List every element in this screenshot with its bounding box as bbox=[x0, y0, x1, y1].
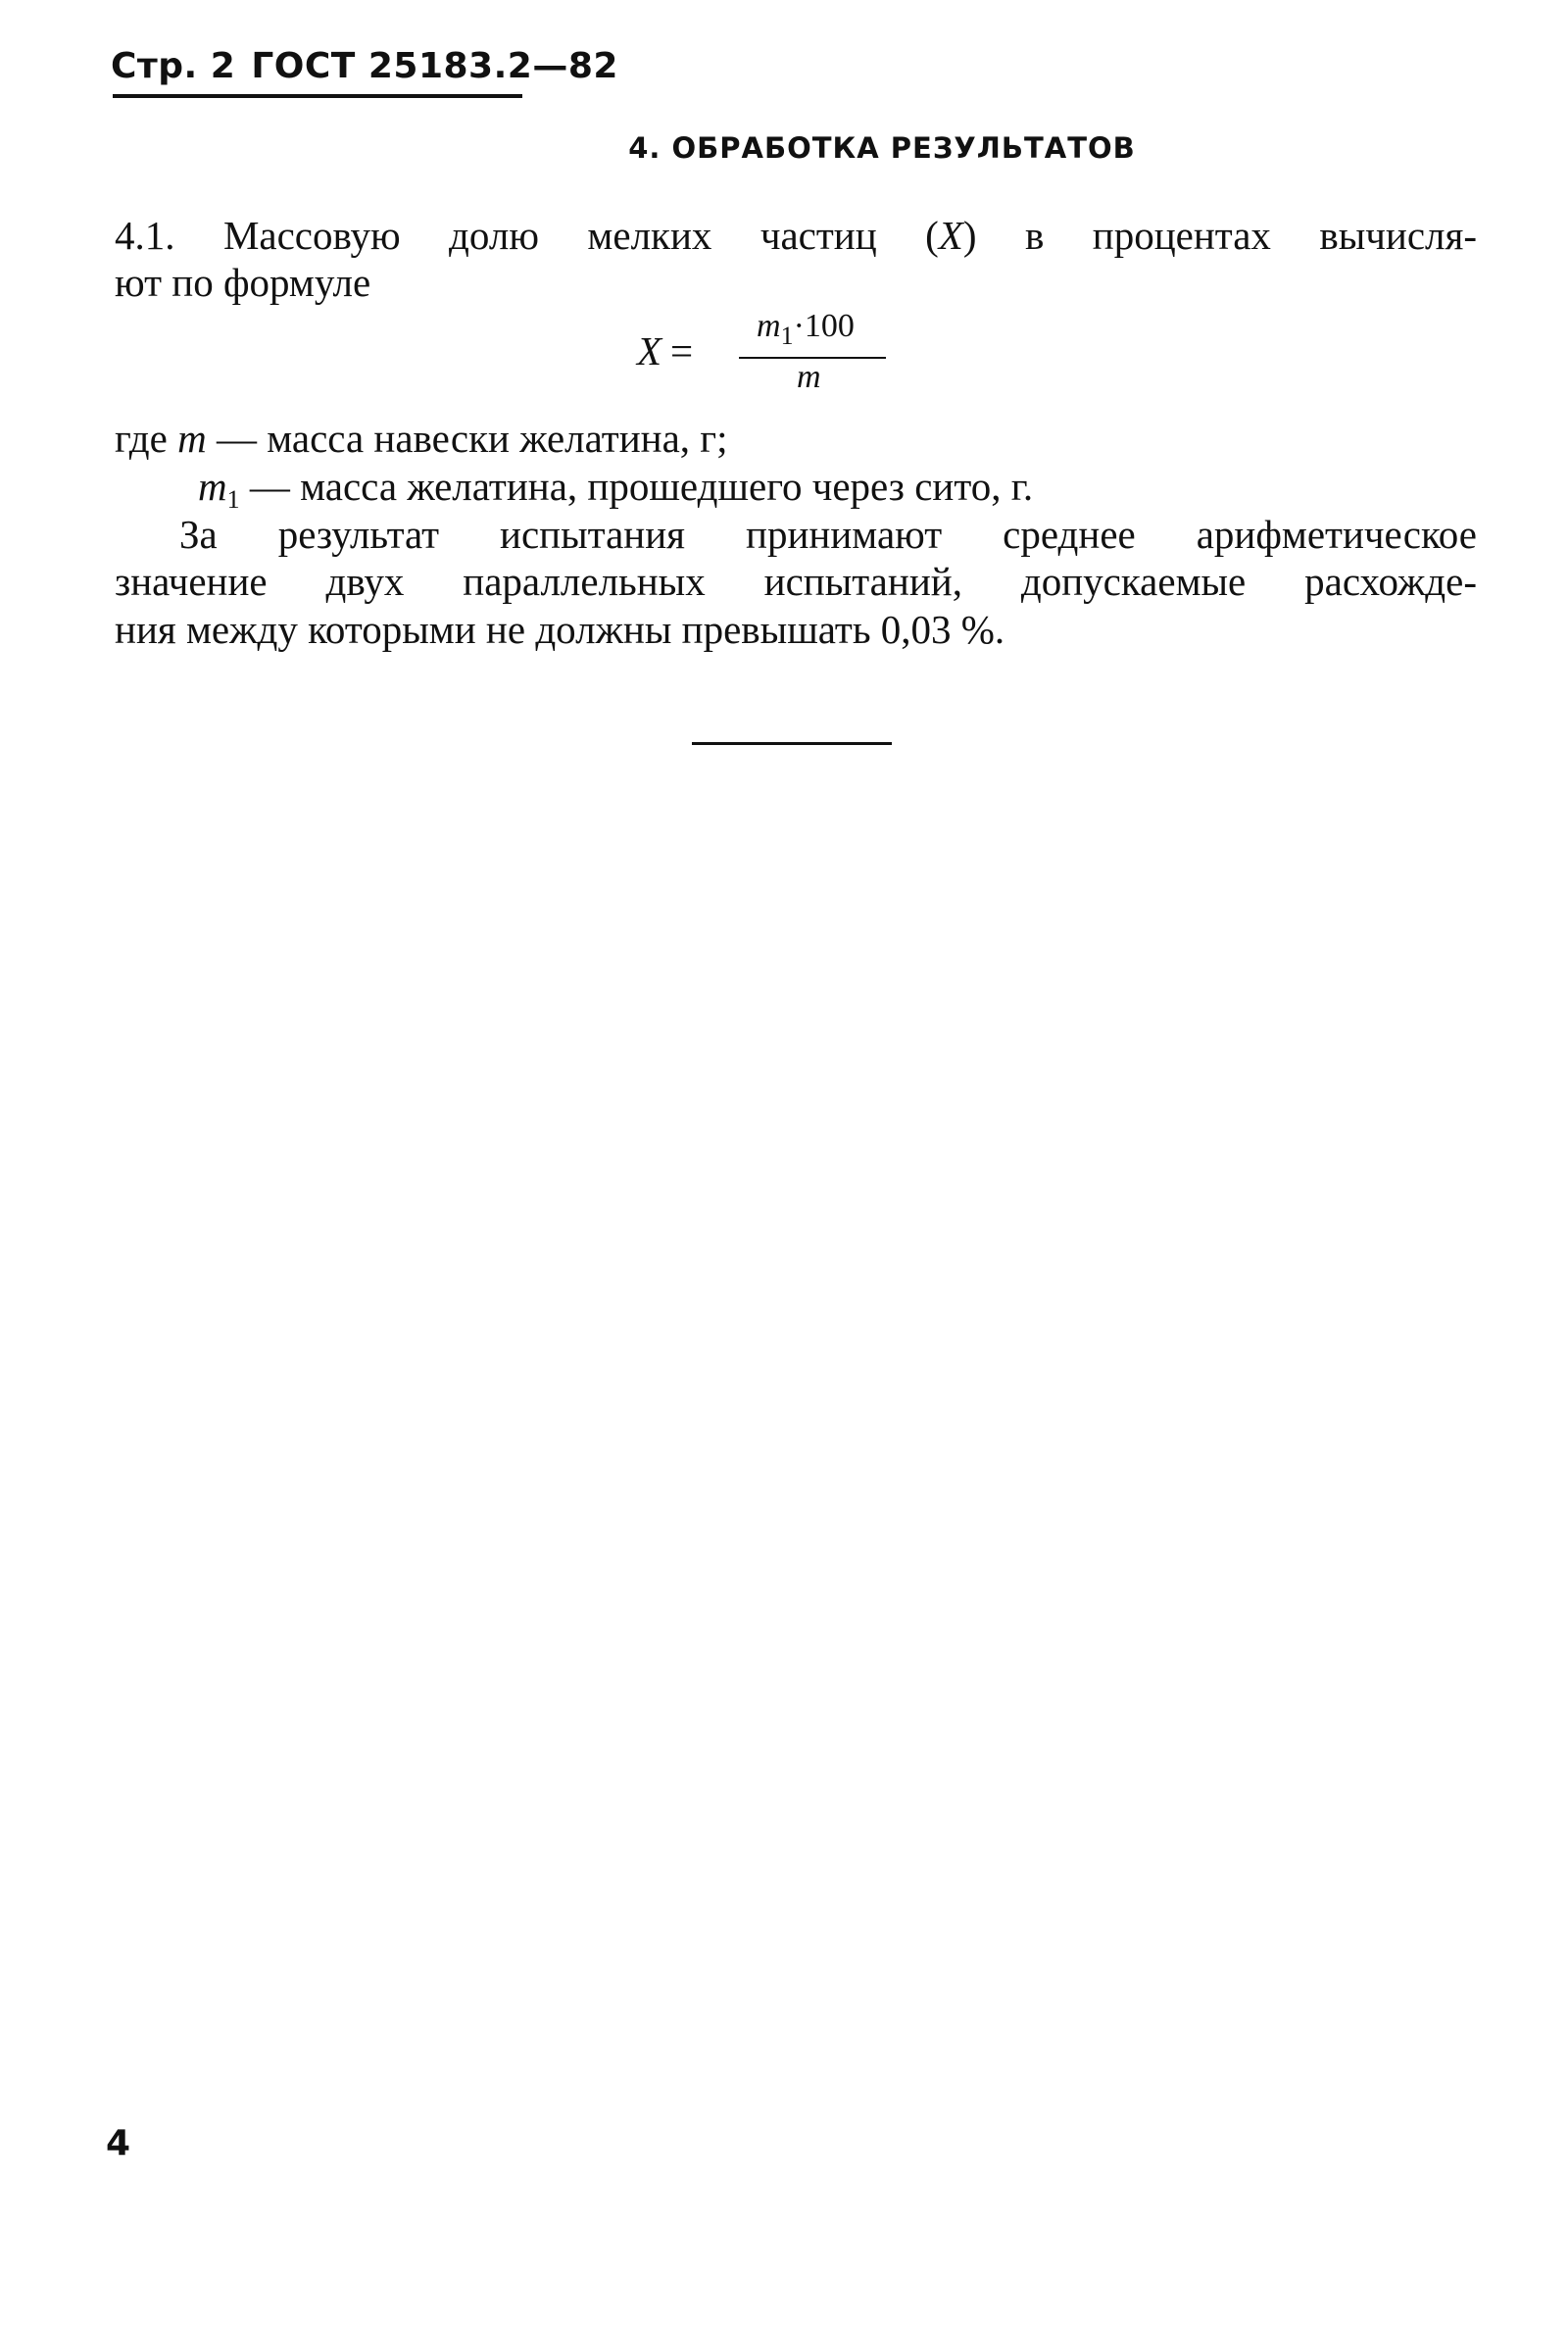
page-header bbox=[111, 45, 618, 88]
paragraph-2-line-1: За результат испытания принимают среднее арифметическое bbox=[179, 512, 1477, 557]
definition-m: где m — масса навески желатина, г; bbox=[115, 416, 728, 461]
formula-lhs: X bbox=[637, 328, 662, 373]
paragraph-2-line-3: ния между которыми не должны превышать 0,03 %. bbox=[115, 607, 1005, 652]
end-rule bbox=[692, 742, 892, 745]
header-page-label: Стр. 2 bbox=[111, 46, 236, 86]
paragraph-1-line-2: ют по формуле bbox=[115, 260, 371, 305]
formula-denominator: m bbox=[797, 359, 821, 395]
header-rule bbox=[113, 94, 522, 98]
page-number: 4 bbox=[106, 2123, 131, 2164]
formula-equals: = bbox=[670, 328, 694, 373]
header-standard-number: ГОСТ 25183.2—82 bbox=[251, 46, 618, 86]
formula bbox=[637, 308, 931, 402]
section-title: 4. ОБРАБОТКА РЕЗУЛЬТАТОВ bbox=[628, 131, 1136, 165]
paragraph-2-line-2: значение двух параллельных испытаний, допускаемые расхожде- bbox=[115, 559, 1477, 604]
formula-numerator: $m_1\cdot 100$ bbox=[757, 308, 855, 350]
definition-m1: $m_1$ — масса желатина, прошедшего через сито, г. bbox=[198, 464, 1034, 514]
paragraph-1-line-1: 4.1. Массовую долю мелких частиц (X) в процентах вычисля- bbox=[115, 213, 1477, 258]
